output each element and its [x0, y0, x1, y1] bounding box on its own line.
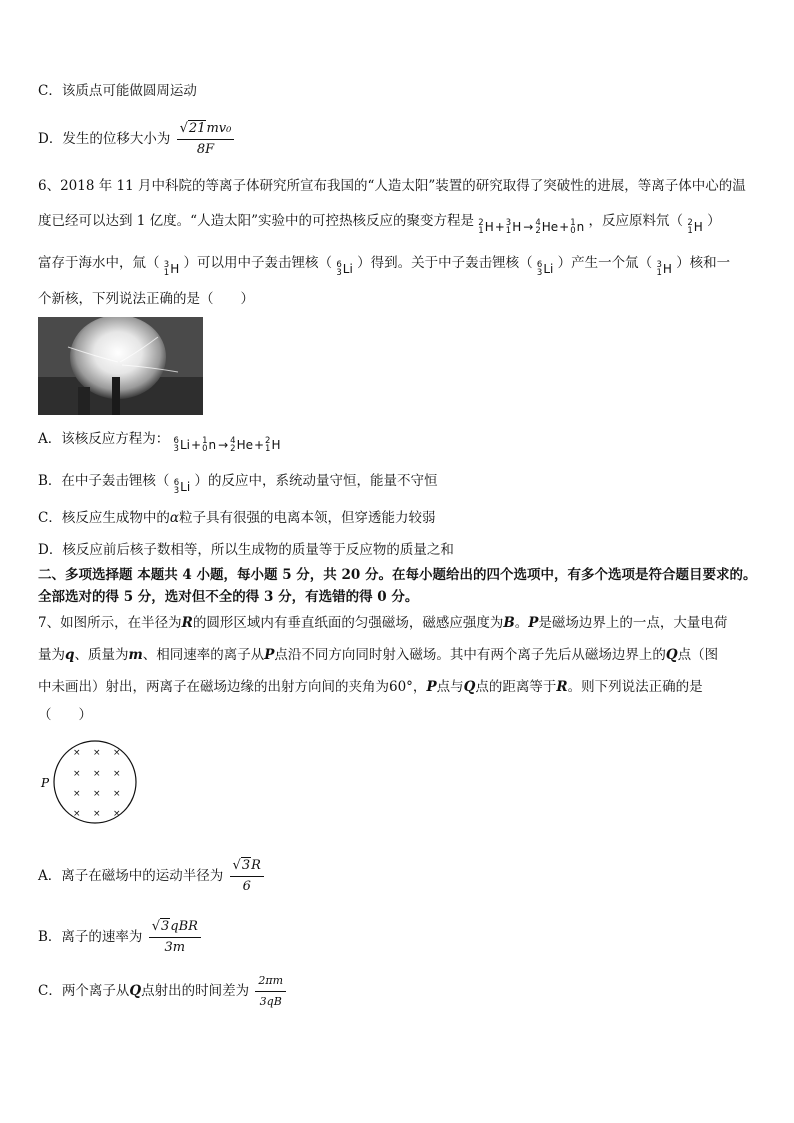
numerator-tail: mv₀ [206, 121, 232, 136]
section2-note: 全部选对的得 5 分，选对但不全的得 3 分，有选错的得 0 分。 [38, 589, 419, 605]
field-mark: × [73, 809, 81, 819]
field-mark: × [73, 769, 81, 779]
plasma-photo [38, 317, 203, 415]
deuterium-symbol: 2 1 H [687, 218, 703, 236]
sqrt-radicand: 21 [188, 121, 206, 136]
section2-heading: 二、多项选择题 本题共 4 小题，每小题 5 分，共 20 分。在每小题给出的四个选项中，有多个选项是符合题目要求的。 [38, 567, 757, 583]
q6-line1: 6、2018 年 11 月中科院的等离子体研究所宣布我国的“人造太阳”装置的研究取得了突破性的进展，等离子体中心的温 [38, 178, 746, 194]
reaction-equation: 6 3 Li + 1 0 n → 4 2 He + 2 1 H [173, 436, 281, 454]
magnetic-field-diagram [38, 735, 148, 830]
field-mark: × [73, 748, 81, 758]
q6-option-a: A．该核反应方程为： 6 3 Li + 1 0 n → 4 2 He + 2 1 H [38, 431, 281, 454]
q7-line3: 中未画出）射出，两离子在磁场边缘的出射方向间的夹角为60°，P点与Q点的距离等于R。则下列说法正确的是 [38, 679, 703, 695]
q7-option-a: A．离子在磁场中的运动半径为 $\frac{√3R}{6}$ [38, 857, 264, 896]
q7-option-b: B．离子的速率为 $\frac{\text{√3qBR}}{3m}$ [38, 918, 201, 957]
speed-fraction: $\frac{\text{√3qBR}}{3m}$ [149, 918, 201, 957]
option-c: C．该质点可能做圆周运动 [38, 83, 197, 99]
tritium-symbol-2: 3 1 H [656, 260, 672, 278]
option-d-text: D．发生的位移大小为 [38, 131, 171, 147]
lithium-symbol: 6 3 Li [336, 260, 353, 278]
q6-option-d: D．核反应前后核子数相等，所以生成物的质量等于反应物的质量之和 [38, 542, 454, 558]
alpha-symbol: α [169, 510, 179, 526]
field-mark: × [93, 769, 101, 779]
option-d [38, 120, 234, 159]
lithium-symbol-2: 6 3 Li [536, 260, 554, 278]
q6-line3: 富存于海水中，氚（ 3 1 H ）可以用中子轰击锂核（ 6 3 Li ）得到。关于中子轰击锂核（ 6 3 Li ）产生一个氚（ 3 1 H ）核和一 [38, 255, 731, 278]
q6-line2: 度已经可以达到 1 亿度。“人造太阳”实验中的可控热核反应的聚变方程是 2 1 H + 3 1 H → 4 2 He + 1 0 n ，反应原料氘（ 2 1 H ） [38, 213, 721, 236]
field-mark: × [113, 748, 121, 758]
fusion-equation: 2 1 H + 3 1 H → 4 2 He + 1 0 n [478, 218, 585, 236]
field-mark: × [113, 789, 121, 799]
denominator: 8F [196, 142, 215, 157]
field-marks [73, 748, 121, 819]
q6-line2-text: 度已经可以达到 1 亿度。“人造太阳”实验中的可控热核反应的聚变方程是 [38, 213, 474, 229]
displacement-fraction: $\frac{\text{√21mv₀}}{8F}$ [177, 120, 235, 159]
point-p-label: P [41, 776, 50, 790]
time-difference-fraction: $\frac{2\pi m}{3qB}$ [255, 972, 286, 1011]
lithium-symbol-3: 6 3 Li [173, 478, 191, 496]
radius-fraction: $\frac{√3R}{6}$ [230, 857, 264, 896]
q7-line4: （ ） [38, 707, 92, 723]
q6-line4: 个新核，下列说法正确的是（ ） [38, 291, 254, 307]
q6-option-b: B．在中子轰击锂核（ 6 3 Li ）的反应中，系统动量守恒，能量不守恒 [38, 473, 438, 496]
q6-line2-suffix: ，反应原料氘（ [588, 213, 684, 229]
field-mark: × [93, 748, 101, 758]
field-mark: × [93, 789, 101, 799]
q7-line2: 量为q、质量为m、相同速率的离子从P点沿不同方向同时射入磁场。其中有两个离子先后从磁场边界上的Q点（图 [38, 647, 719, 663]
q6-option-c: C．核反应生成物中的α粒子具有很强的电离本领，但穿透能力较弱 [38, 510, 436, 526]
field-mark: × [73, 789, 81, 799]
field-mark: × [113, 809, 121, 819]
tritium-symbol: 3 1 H [163, 260, 180, 278]
q7-option-c: C．两个离子从Q点射出的时间差为 $\frac{2\pi m}{3qB}$ [38, 972, 286, 1011]
q7-line1: 7、如图所示，在半径为R的圆形区域内有垂直纸面的匀强磁场，磁感应强度为B。P是磁场边界上的一点，大量电荷 [38, 615, 728, 631]
field-mark: × [93, 809, 101, 819]
field-mark: × [113, 769, 121, 779]
